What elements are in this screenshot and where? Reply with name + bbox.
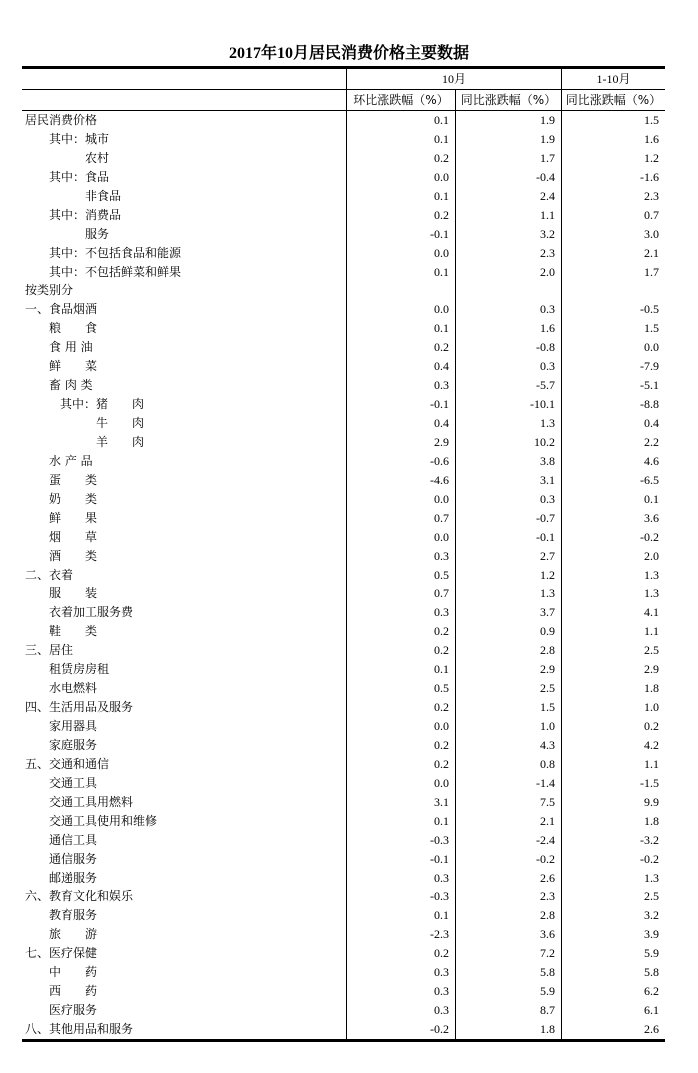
ytd-yoy-value: 2.6	[561, 1020, 665, 1039]
yoy-value: 1.6	[455, 319, 561, 338]
table-row	[22, 944, 665, 963]
yoy-value: 2.3	[455, 244, 561, 263]
ytd-yoy-value: 2.5	[561, 887, 665, 906]
mom-value: 0.3	[346, 963, 455, 982]
ytd-yoy-value: 0.1	[561, 490, 665, 509]
table-row	[22, 338, 665, 357]
ytd-yoy-value: 1.8	[561, 812, 665, 831]
ytd-yoy-value: 3.2	[561, 906, 665, 925]
yoy-value: 8.7	[455, 1001, 561, 1020]
table-row	[22, 414, 665, 433]
table-row	[22, 395, 665, 414]
table-row	[22, 509, 665, 528]
row-label: 交通工具使用和维修	[49, 813, 158, 828]
table-body	[22, 111, 665, 1039]
mom-value: 0.2	[346, 338, 455, 357]
row-label: 四、生活用品及服务	[25, 700, 134, 715]
mom-value: 0.3	[346, 547, 455, 566]
yoy-value: 5.9	[455, 982, 561, 1001]
mom-value: 0.7	[346, 584, 455, 603]
row-label: 其中：不包括食品和能源	[49, 245, 182, 260]
mom-value: 0.7	[346, 509, 455, 528]
yoy-value: 2.0	[455, 263, 561, 282]
yoy-value: 1.1	[455, 206, 561, 225]
table-row	[22, 433, 665, 452]
row-label: 其中：消费品	[49, 207, 122, 222]
mom-value: -0.1	[346, 225, 455, 244]
ytd-yoy-value: 0.7	[561, 206, 665, 225]
row-label: 烟 草	[49, 529, 98, 544]
mom-value: 0.2	[346, 698, 455, 717]
table-row	[22, 490, 665, 509]
row-label: 家庭服务	[49, 737, 98, 752]
table-row	[22, 1020, 665, 1039]
mom-value: 0.1	[346, 263, 455, 282]
ytd-yoy-value: -6.5	[561, 471, 665, 490]
table-row	[22, 925, 665, 944]
ytd-yoy-value: 6.2	[561, 982, 665, 1001]
table-row	[22, 111, 665, 130]
yoy-value: 1.3	[455, 414, 561, 433]
ytd-yoy-value: -1.6	[561, 168, 665, 187]
mom-value: 0.3	[346, 869, 455, 888]
row-label: 交通工具用燃料	[49, 794, 134, 809]
yoy-value: 0.8	[455, 755, 561, 774]
yoy-value: 2.6	[455, 869, 561, 888]
yoy-value: 0.9	[455, 622, 561, 641]
ytd-yoy-value: -8.8	[561, 395, 665, 414]
yoy-value: -0.2	[455, 850, 561, 869]
mom-value: 0.2	[346, 622, 455, 641]
yoy-value: -0.8	[455, 338, 561, 357]
mom-value: 0.2	[346, 641, 455, 660]
table-row	[22, 736, 665, 755]
header-blank-cell	[22, 69, 346, 89]
table-row	[22, 187, 665, 206]
header-yoy-change: 同比涨跌幅（%）	[455, 90, 561, 110]
cpi-data-table	[22, 66, 665, 1042]
table-row	[22, 982, 665, 1001]
mom-value: 0.3	[346, 1001, 455, 1020]
table-row	[22, 528, 665, 547]
yoy-value: 3.6	[455, 925, 561, 944]
mom-value: 0.1	[346, 319, 455, 338]
row-label: 二、衣着	[25, 567, 74, 582]
mom-value: -4.6	[346, 471, 455, 490]
ytd-yoy-value: 2.2	[561, 433, 665, 452]
mom-value: 0.1	[346, 660, 455, 679]
row-label: 其中：食品	[49, 169, 110, 184]
mom-value: 0.3	[346, 982, 455, 1001]
ytd-yoy-value: 1.3	[561, 566, 665, 585]
table-row	[22, 452, 665, 471]
yoy-value: -0.1	[455, 528, 561, 547]
table-row	[22, 319, 665, 338]
ytd-yoy-value: -0.5	[561, 300, 665, 319]
row-label: 水 产 品	[49, 453, 93, 468]
row-label: 一、食品烟酒	[25, 302, 98, 317]
row-label: 牛 肉	[96, 416, 145, 430]
mom-value: 0.2	[346, 755, 455, 774]
table-row	[22, 869, 665, 888]
mom-value: 0.0	[346, 528, 455, 547]
mom-value	[346, 281, 455, 300]
table-row	[22, 566, 665, 585]
yoy-value: 2.3	[455, 887, 561, 906]
yoy-value: -2.4	[455, 831, 561, 850]
table-row	[22, 774, 665, 793]
table-row	[22, 717, 665, 736]
table-header-group-row	[22, 69, 665, 90]
ytd-yoy-value: -7.9	[561, 357, 665, 376]
row-label: 交通工具	[49, 775, 98, 790]
mom-value: 0.0	[346, 300, 455, 319]
ytd-yoy-value	[561, 281, 665, 300]
row-label: 酒 类	[49, 548, 98, 563]
ytd-yoy-value: -0.2	[561, 528, 665, 547]
yoy-value: 1.8	[455, 1020, 561, 1039]
table-row	[22, 584, 665, 603]
table-row	[22, 603, 665, 622]
yoy-value: 0.3	[455, 300, 561, 319]
mom-value: 3.1	[346, 793, 455, 812]
yoy-value: 0.3	[455, 357, 561, 376]
mom-value: 0.3	[346, 603, 455, 622]
ytd-yoy-value: 2.9	[561, 660, 665, 679]
mom-value: 0.1	[346, 130, 455, 149]
mom-value: -0.3	[346, 887, 455, 906]
ytd-yoy-value: 1.6	[561, 130, 665, 149]
ytd-yoy-value: 2.3	[561, 187, 665, 206]
table-row	[22, 1001, 665, 1020]
table-row	[22, 244, 665, 263]
ytd-yoy-value: -0.2	[561, 850, 665, 869]
table-row	[22, 281, 665, 300]
yoy-value: 2.5	[455, 679, 561, 698]
table-row	[22, 206, 665, 225]
header-blank-cell	[22, 90, 346, 110]
yoy-value	[455, 281, 561, 300]
yoy-value: 3.7	[455, 603, 561, 622]
mom-value: 0.0	[346, 244, 455, 263]
mom-value: 0.5	[346, 679, 455, 698]
yoy-value: 5.8	[455, 963, 561, 982]
yoy-value: 4.3	[455, 736, 561, 755]
ytd-yoy-value: 1.3	[561, 584, 665, 603]
table-row	[22, 168, 665, 187]
mom-value: 0.2	[346, 944, 455, 963]
table-row	[22, 906, 665, 925]
yoy-value: 0.3	[455, 490, 561, 509]
row-label: 衣着加工服务费	[49, 605, 134, 620]
row-label: 蛋 类	[49, 472, 98, 487]
row-label: 通信工具	[49, 832, 98, 847]
mom-value: 0.3	[346, 376, 455, 395]
row-label: 农村	[85, 150, 110, 165]
ytd-yoy-value: 5.9	[561, 944, 665, 963]
yoy-value: -1.4	[455, 774, 561, 793]
yoy-value: 3.2	[455, 225, 561, 244]
header-mom-change: 环比涨跌幅（%）	[346, 90, 455, 110]
yoy-value: 1.2	[455, 566, 561, 585]
ytd-yoy-value: 3.9	[561, 925, 665, 944]
table-row	[22, 698, 665, 717]
row-label: 三、居住	[25, 643, 74, 658]
table-row	[22, 963, 665, 982]
yoy-value: 1.9	[455, 130, 561, 149]
mom-value: 0.1	[346, 812, 455, 831]
ytd-yoy-value: 6.1	[561, 1001, 665, 1020]
row-label: 旅 游	[49, 927, 98, 942]
ytd-yoy-value: 3.0	[561, 225, 665, 244]
yoy-value: 1.7	[455, 149, 561, 168]
mom-value: 0.5	[346, 566, 455, 585]
ytd-yoy-value: 1.8	[561, 679, 665, 698]
ytd-yoy-value: 1.3	[561, 869, 665, 888]
yoy-value: -0.4	[455, 168, 561, 187]
yoy-value: -10.1	[455, 395, 561, 414]
yoy-value: 10.2	[455, 433, 561, 452]
table-row	[22, 887, 665, 906]
table-row	[22, 660, 665, 679]
yoy-value: -0.7	[455, 509, 561, 528]
ytd-yoy-value: 1.5	[561, 319, 665, 338]
ytd-yoy-value: -1.5	[561, 774, 665, 793]
row-label: 粮 食	[49, 321, 98, 336]
row-label: 邮递服务	[49, 870, 98, 885]
mom-value: 0.2	[346, 149, 455, 168]
yoy-value: 1.0	[455, 717, 561, 736]
header-group-jan-oct: 1-10月	[561, 69, 665, 89]
table-row	[22, 850, 665, 869]
mom-value: -0.6	[346, 452, 455, 471]
row-label: 鲜 菜	[49, 359, 98, 374]
ytd-yoy-value: 1.1	[561, 755, 665, 774]
row-label: 医疗服务	[49, 1003, 98, 1018]
yoy-value: 1.5	[455, 698, 561, 717]
row-label: 服 装	[49, 586, 98, 601]
ytd-yoy-value: 9.9	[561, 793, 665, 812]
row-label: 按类别分	[25, 283, 74, 298]
table-row	[22, 357, 665, 376]
yoy-value: 3.1	[455, 471, 561, 490]
mom-value: 0.1	[346, 111, 455, 130]
yoy-value: 1.3	[455, 584, 561, 603]
mom-value: 0.4	[346, 357, 455, 376]
row-label: 五、交通和通信	[25, 756, 110, 771]
table-row	[22, 641, 665, 660]
ytd-yoy-value: 0.4	[561, 414, 665, 433]
header-group-october: 10月	[346, 69, 561, 89]
mom-value: -0.3	[346, 831, 455, 850]
mom-value: 0.0	[346, 774, 455, 793]
table-row	[22, 471, 665, 490]
header-ytd-yoy-change: 同比涨跌幅（%）	[561, 90, 665, 110]
yoy-value: 2.1	[455, 812, 561, 831]
ytd-yoy-value: 4.2	[561, 736, 665, 755]
table-row	[22, 812, 665, 831]
table-row	[22, 376, 665, 395]
row-label: 鞋 类	[49, 624, 98, 639]
table-row	[22, 225, 665, 244]
ytd-yoy-value: 4.6	[561, 452, 665, 471]
row-label: 八、其他用品和服务	[25, 1022, 134, 1036]
table-row	[22, 622, 665, 641]
row-label: 奶 类	[49, 491, 98, 506]
table-row	[22, 755, 665, 774]
yoy-value: 7.5	[455, 793, 561, 812]
yoy-value: 2.7	[455, 547, 561, 566]
yoy-value: 3.8	[455, 452, 561, 471]
yoy-value: 2.8	[455, 906, 561, 925]
row-label: 食 用 油	[49, 340, 93, 355]
yoy-value: 1.9	[455, 111, 561, 130]
table-row	[22, 300, 665, 319]
page-title: 2017年10月居民消费价格主要数据	[228, 45, 469, 62]
mom-value: -0.1	[346, 395, 455, 414]
ytd-yoy-value: 0.2	[561, 717, 665, 736]
yoy-value: 2.4	[455, 187, 561, 206]
row-label: 通信服务	[49, 851, 98, 866]
table-row	[22, 547, 665, 566]
row-label: 服务	[85, 226, 110, 241]
mom-value: -0.1	[346, 850, 455, 869]
ytd-yoy-value: 2.5	[561, 641, 665, 660]
mom-value: 2.9	[346, 433, 455, 452]
row-label: 六、教育文化和娱乐	[25, 889, 134, 904]
row-label: 水电燃料	[49, 681, 98, 696]
ytd-yoy-value: 2.1	[561, 244, 665, 263]
mom-value: -0.2	[346, 1020, 455, 1039]
row-label: 鲜 果	[49, 510, 98, 525]
yoy-value: 2.8	[455, 641, 561, 660]
ytd-yoy-value: 1.5	[561, 111, 665, 130]
row-label: 其中：猪 肉	[60, 397, 145, 412]
table-header-column-row	[22, 90, 665, 111]
ytd-yoy-value: 0.0	[561, 338, 665, 357]
ytd-yoy-value: 5.8	[561, 963, 665, 982]
row-label: 羊 肉	[96, 434, 145, 449]
row-label: 居民消费价格	[25, 113, 98, 127]
table-row	[22, 130, 665, 149]
mom-value: 0.0	[346, 717, 455, 736]
mom-value: 0.2	[346, 206, 455, 225]
ytd-yoy-value: 2.0	[561, 547, 665, 566]
mom-value: 0.2	[346, 736, 455, 755]
table-row	[22, 149, 665, 168]
ytd-yoy-value: -5.1	[561, 376, 665, 395]
row-label: 其中：不包括鲜菜和鲜果	[49, 264, 182, 279]
mom-value: 0.1	[346, 906, 455, 925]
ytd-yoy-value: 4.1	[561, 603, 665, 622]
table-row	[22, 679, 665, 698]
row-label: 七、医疗保健	[25, 946, 98, 961]
row-label: 家用器具	[49, 719, 98, 733]
mom-value: 0.0	[346, 490, 455, 509]
row-label: 中 药	[49, 965, 98, 980]
row-label: 教育服务	[49, 908, 98, 923]
ytd-yoy-value: 3.6	[561, 509, 665, 528]
ytd-yoy-value: 1.1	[561, 622, 665, 641]
table-row	[22, 263, 665, 282]
ytd-yoy-value: -3.2	[561, 831, 665, 850]
row-label: 租赁房房租	[49, 662, 110, 677]
mom-value: 0.1	[346, 187, 455, 206]
ytd-yoy-value: 1.7	[561, 263, 665, 282]
row-label: 西 药	[49, 984, 98, 999]
mom-value: 0.0	[346, 168, 455, 187]
table-row	[22, 793, 665, 812]
row-label: 畜 肉 类	[49, 378, 93, 393]
row-label: 非食品	[85, 188, 122, 203]
mom-value: -2.3	[346, 925, 455, 944]
yoy-value: -5.7	[455, 376, 561, 395]
mom-value: 0.4	[346, 414, 455, 433]
ytd-yoy-value: 1.0	[561, 698, 665, 717]
yoy-value: 7.2	[455, 944, 561, 963]
yoy-value: 2.9	[455, 660, 561, 679]
row-label: 其中：城市	[49, 131, 110, 146]
ytd-yoy-value: 1.2	[561, 149, 665, 168]
table-row	[22, 831, 665, 850]
